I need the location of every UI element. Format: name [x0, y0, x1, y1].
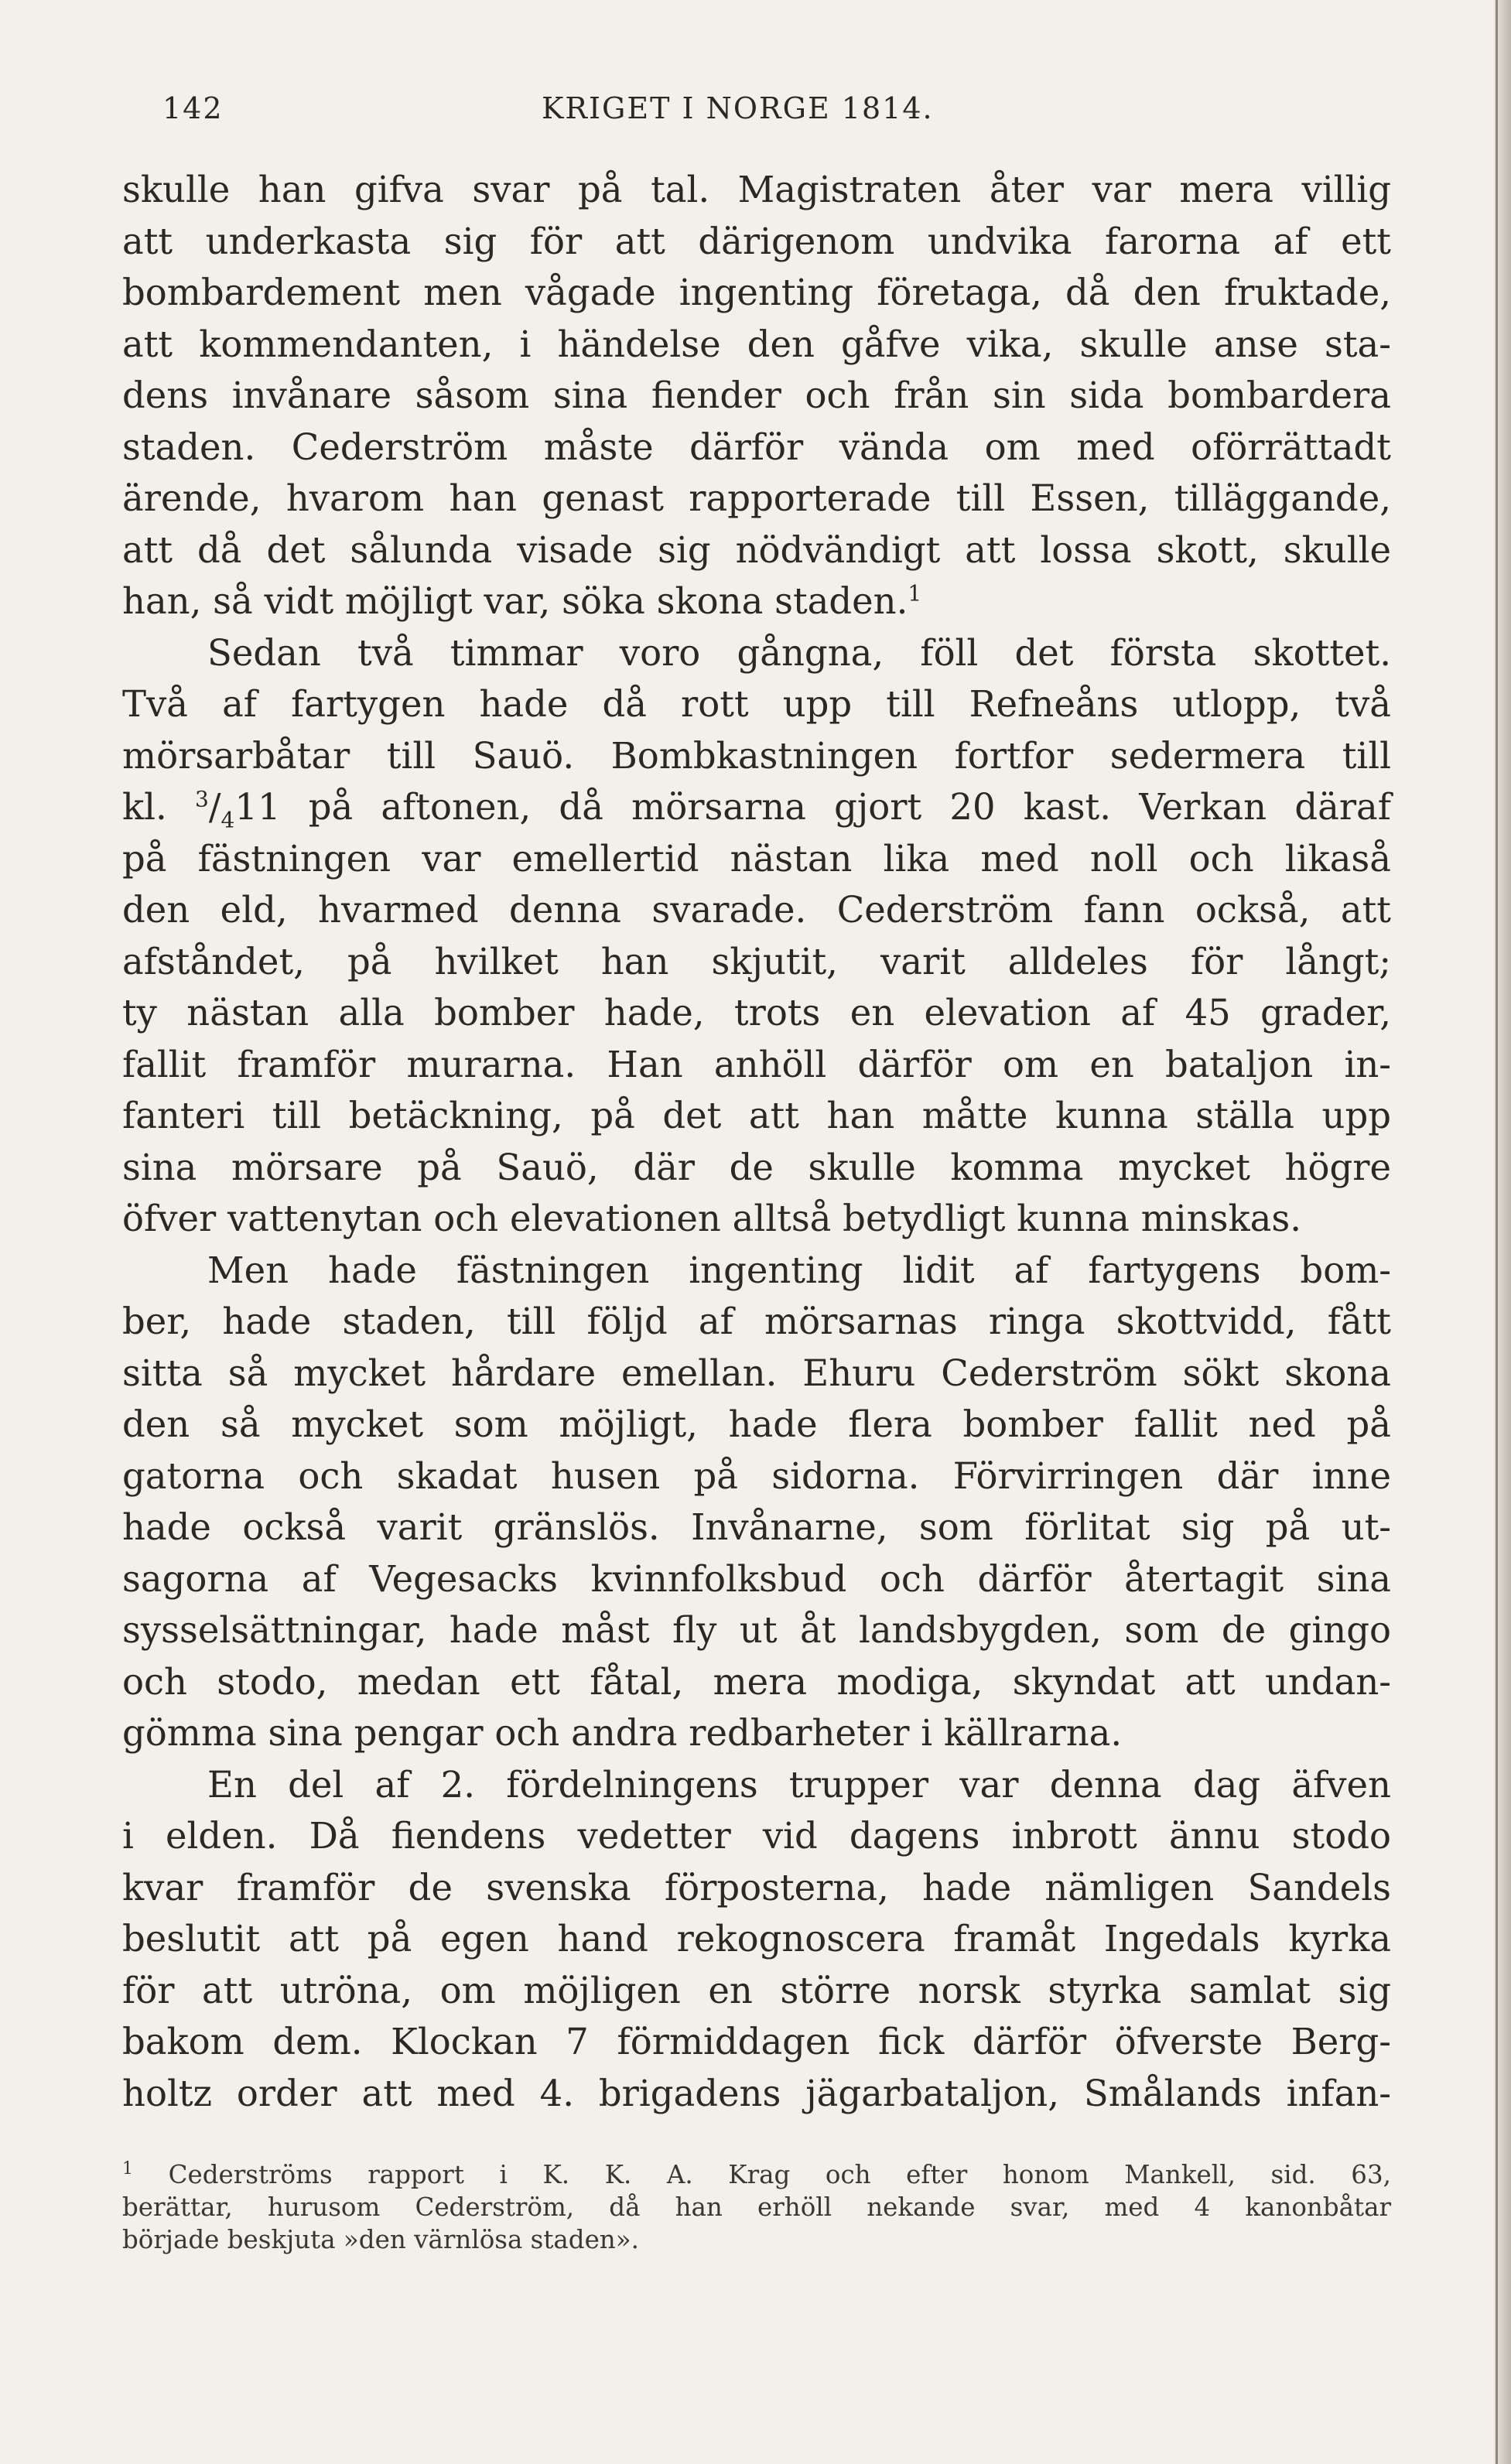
- line-text: och stodo, medan ett fåtal, mera modiga, skyndat att undan-: [122, 1660, 1391, 1703]
- line-text: sitta så mycket hårdare emellan. Ehuru Cederström sökt skona: [122, 1352, 1391, 1394]
- line-text: att kommendanten, i händelse den gåfve vika, skulle anse sta-: [122, 323, 1391, 365]
- text-line: [122, 936, 1391, 988]
- line-text: skulle han gifva svar på tal. Magistraten åter var mera villig: [122, 169, 1391, 210]
- text-line: [122, 1913, 1391, 1965]
- line-text: den eld, hvarmed denna svarade. Cederström fann också, att: [122, 889, 1391, 931]
- line-text: att underkasta sig för att därigenom undvika farorna af ett: [122, 220, 1391, 262]
- text-line: [122, 422, 1391, 473]
- text-line: [122, 678, 1391, 730]
- page-number: 142: [162, 91, 224, 125]
- text-line: [122, 267, 1391, 319]
- text-line: [122, 1348, 1391, 1399]
- fraction-numerator: 3: [195, 786, 209, 812]
- line-text: sagorna af Vegesacks kvinnfolksbud och därför återtagit sina: [122, 1557, 1391, 1600]
- footnote-text: började beskjuta »den värnlösa staden».: [122, 2225, 639, 2254]
- text-line: [122, 1451, 1391, 1502]
- line-text: sina mörsare på Sauö, där de skulle komma mycket högre: [122, 1146, 1391, 1188]
- line-text: den så mycket som möjligt, hade flera bomber fallit ned på: [122, 1403, 1391, 1445]
- line-text: hade också varit gränslös. Invånarne, som förlitat sig på ut-: [122, 1506, 1391, 1548]
- page-edge: [1494, 0, 1511, 2464]
- line-text: han, så vidt möjligt var, söka skona staden.: [122, 580, 908, 622]
- text-line: [122, 370, 1391, 422]
- line-text: ty nästan alla bomber hade, trots en elevation af 45 grader,: [122, 992, 1391, 1034]
- text-line: [122, 1502, 1391, 1553]
- text-line: [122, 525, 1391, 576]
- line-text: 11 på aftonen, då mörsarna gjort 20 kast. Verkan däraf: [234, 786, 1391, 828]
- line-text: staden. Cederström måste därför vända om med oförrättadt: [122, 425, 1391, 468]
- line-text: Sedan två timmar voro gångna, föll det första skottet.: [207, 631, 1391, 674]
- line-text: ber, hade staden, till följd af mörsarnas ringa skottvidd, fått: [122, 1300, 1391, 1342]
- line-text: för att utröna, om möjligen en större norsk styrka samlat sig: [122, 1969, 1391, 2011]
- text-line: [122, 627, 1391, 679]
- text-line: [122, 1759, 1391, 1811]
- text-line: [122, 833, 1391, 885]
- line-text: Men hade fästningen ingenting lidit af fartygens bom-: [207, 1249, 1391, 1291]
- line-text: på fästningen var emellertid nästan lika med noll och likaså: [122, 837, 1391, 880]
- line-text: afståndet, på hvilket han skjutit, varit alldeles för långt;: [122, 940, 1391, 983]
- line-text: En del af 2. fördelningens trupper var denna dag äfven: [207, 1763, 1391, 1806]
- text-line: [122, 1965, 1391, 2017]
- footnote-text: Cederströms rapport i K. K. A. Krag och efter honom Mankell, sid. 63,: [168, 2160, 1391, 2189]
- line-text: dens invånare såsom sina fiender och från sin sida bombardera: [122, 374, 1391, 416]
- text-line: [122, 1656, 1391, 1708]
- text-line: [122, 319, 1391, 371]
- footnote-marker: 1: [122, 2159, 133, 2179]
- line-text: mörsarbåtar till Sauö. Bombkastningen fortfor sedermera till: [122, 734, 1391, 777]
- text-line: [122, 1090, 1391, 1142]
- page-header: [162, 91, 1385, 138]
- footnote-line: [122, 2191, 1391, 2223]
- footnote-text: berättar, hurusom Cederström, då han erhöll nekande svar, med 4 kanonbåtar: [122, 2192, 1391, 2222]
- text-line: [122, 576, 1391, 627]
- line-text: ärende, hvarom han genast rapporterade till Essen, tilläggande,: [122, 477, 1391, 519]
- line-text: att då det sålunda visade sig nödvändigt att lossa skott, skulle: [122, 528, 1391, 571]
- line-text: Två af fartygen hade då rott upp till Refneåns utlopp, två: [122, 683, 1391, 725]
- text-line: [122, 1605, 1391, 1656]
- text-line: [122, 987, 1391, 1039]
- text-line: [122, 164, 1391, 216]
- text-line: [122, 2068, 1391, 2120]
- text-line: [122, 2016, 1391, 2068]
- line-text: fallit framför murarna. Han anhöll därför om en bataljon in-: [122, 1043, 1391, 1085]
- footnote-line: [122, 2223, 1391, 2256]
- footnotes: [122, 2158, 1391, 2256]
- line-text: beslutit att på egen hand rekognoscera framåt Ingedals kyrka: [122, 1918, 1391, 1960]
- text-line: [122, 1245, 1391, 1297]
- footnote-reference: 1: [908, 580, 922, 607]
- line-text: gömma sina pengar och andra redbarheter i källrarna.: [122, 1712, 1123, 1754]
- text-line: [122, 1553, 1391, 1605]
- body-text: [122, 164, 1391, 2119]
- text-line: [122, 1707, 1391, 1759]
- line-text: i elden. Då fiendens vedetter vid dagens inbrott ännu stodo: [122, 1815, 1391, 1857]
- text-line: kl. $^3/_411$ på aftonen, då mörsarna gjort 20 kast. Verkan däraf: [122, 786, 1391, 833]
- text-line: [122, 884, 1391, 936]
- footnote-line: [122, 2158, 1391, 2191]
- text-line: [122, 1296, 1391, 1348]
- line-text: sysselsättningar, hade måst fly ut åt landsbygden, som de gingo: [122, 1609, 1391, 1651]
- text-line: [122, 473, 1391, 525]
- line-text: öfver vattenytan och elevationen alltså betydligt kunna minskas.: [122, 1198, 1302, 1239]
- line-prefix: kl.: [122, 786, 196, 828]
- line-text: gatorna och skadat husen på sidorna. Förvirringen där inne: [122, 1454, 1391, 1497]
- text-line: [122, 216, 1391, 268]
- line-text: kvar framför de svenska förposterna, hade nämligen Sandels: [122, 1866, 1391, 1909]
- edge-line: [1496, 0, 1498, 2464]
- text-line: [122, 1810, 1391, 1862]
- fraction-denominator: 4: [220, 807, 235, 833]
- text-line: [122, 1142, 1391, 1194]
- line-text: holtz order att med 4. brigadens jägarbataljon, Smålands infan-: [122, 2072, 1391, 2114]
- line-text: bakom dem. Klockan 7 förmiddagen fick därför öfverste Berg-: [122, 2021, 1391, 2062]
- text-line: [122, 1862, 1391, 1914]
- line-text: bombardement men vågade ingenting företaga, då den fruktade,: [122, 272, 1391, 313]
- line-text: fanteri till betäckning, på det att han måtte kunna ställa upp: [122, 1095, 1391, 1136]
- text-line: [122, 730, 1391, 782]
- text-line: [122, 1399, 1391, 1451]
- text-line: [122, 1193, 1391, 1245]
- running-title: KRIGET I NORGE 1814.: [542, 91, 934, 125]
- text-line: [122, 1039, 1391, 1091]
